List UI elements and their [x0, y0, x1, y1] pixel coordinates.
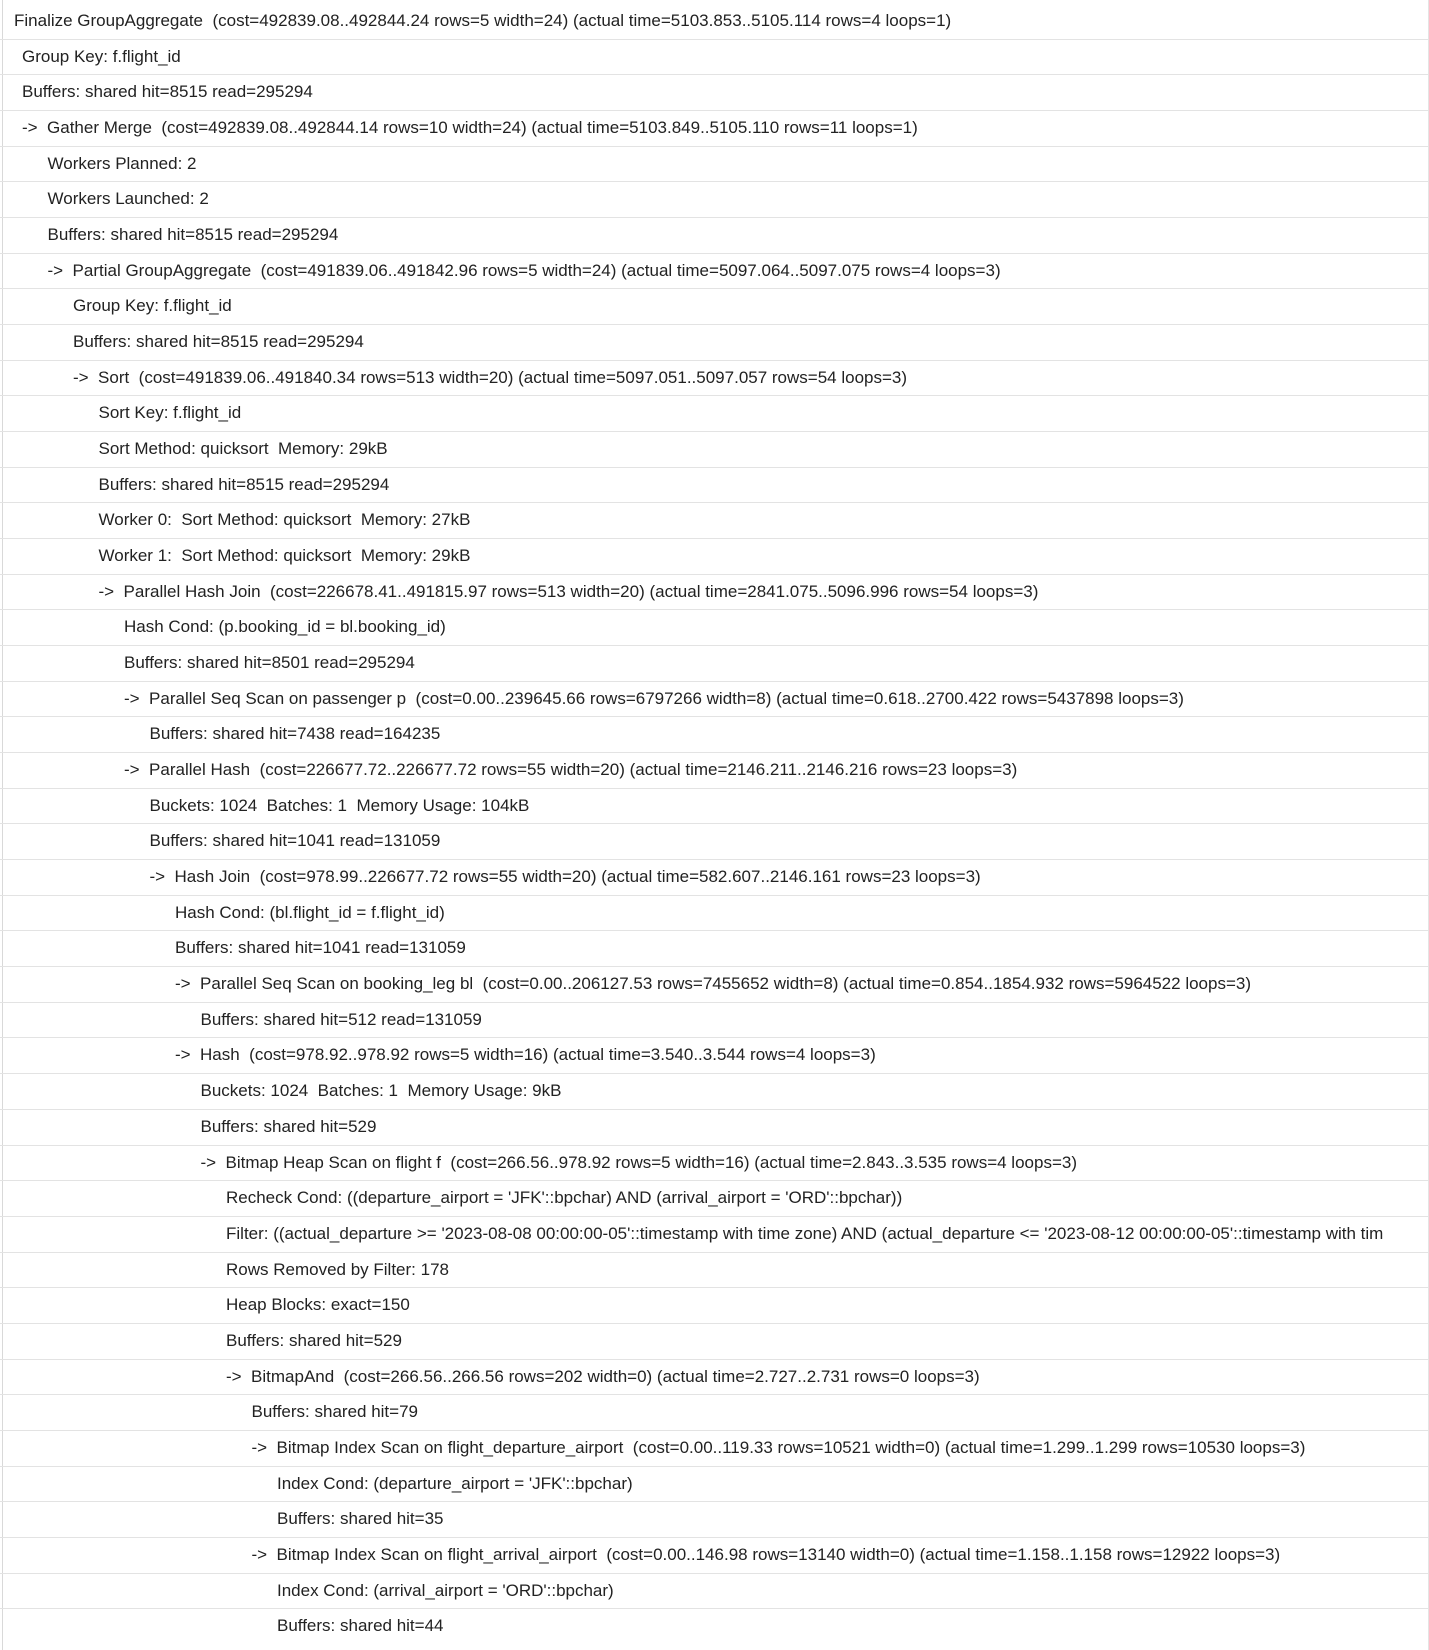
- plan-row[interactable]: [0, 1146, 1429, 1182]
- plan-row-text: Heap Blocks: exact=150: [226, 1295, 410, 1315]
- plan-row-text: Buffers: shared hit=8515 read=295294: [22, 82, 313, 102]
- plan-row-text: Finalize GroupAggregate (cost=492839.08..492844.24 rows=5 width=24) (actual time=5103.853..5105.114 rows=4 loops=1): [14, 11, 952, 30]
- plan-row[interactable]: [0, 717, 1429, 753]
- plan-row-text: Hash Cond: (bl.flight_id = f.flight_id): [175, 902, 445, 922]
- plan-row-text: -> Hash Join (cost=978.99..226677.72 rows=55 width=20) (actual time=582.607..2146.161 rows=23 loops=3): [149, 867, 981, 887]
- plan-row-text: -> Parallel Seq Scan on booking_leg bl (cost=0.00..206127.53 rows=7455652 width=8) (actual time=0.854..1854.932 rows=5964522 loops=3): [175, 974, 1251, 994]
- plan-row[interactable]: [0, 1467, 1429, 1503]
- plan-row-text: -> Partial GroupAggregate (cost=491839.06..491842.96 rows=5 width=24) (actual time=5097.064..5097.075 rows=4 loops=3): [47, 260, 1001, 280]
- plan-row[interactable]: [0, 1003, 1429, 1039]
- plan-row-text: Buffers: shared hit=79: [251, 1402, 418, 1422]
- plan-row-text: Workers Launched: 2: [47, 189, 209, 209]
- plan-row-text: Buffers: shared hit=8515 read=295294: [98, 474, 390, 494]
- plan-row[interactable]: [0, 789, 1429, 825]
- plan-row[interactable]: [0, 682, 1429, 718]
- plan-row[interactable]: [0, 860, 1429, 896]
- plan-row-text: Rows Removed by Filter: 178: [226, 1259, 449, 1279]
- plan-row[interactable]: [0, 182, 1429, 218]
- plan-row[interactable]: [0, 1574, 1429, 1610]
- plan-row-text: Buffers: shared hit=529: [226, 1330, 402, 1350]
- plan-row-text: Recheck Cond: ((departure_airport = 'JFK'::bpchar) AND (arrival_airport = 'ORD'::bpchar)): [226, 1188, 903, 1208]
- plan-row[interactable]: [0, 218, 1429, 254]
- plan-row-text: Group Key: f.flight_id: [22, 46, 181, 66]
- plan-row-text: -> Bitmap Index Scan on flight_arrival_airport (cost=0.00..146.98 rows=13140 width=0) (actual time=1.158..1.158 rows=12922 loops=3): [251, 1544, 1281, 1564]
- plan-row-text: Buffers: shared hit=8515 read=295294: [47, 225, 339, 245]
- plan-row-text: Buffers: shared hit=512 read=131059: [200, 1009, 482, 1029]
- plan-row[interactable]: [0, 896, 1429, 932]
- plan-row-text: Buffers: shared hit=44: [277, 1616, 444, 1636]
- plan-row[interactable]: [0, 646, 1429, 682]
- plan-row[interactable]: [0, 575, 1429, 611]
- plan-row[interactable]: [0, 1181, 1429, 1217]
- plan-row-text: Buckets: 1024 Batches: 1 Memory Usage: 9kB: [200, 1081, 562, 1101]
- plan-row-text: Buffers: shared hit=8515 read=295294: [73, 332, 364, 352]
- plan-row-text: -> Parallel Seq Scan on passenger p (cost=0.00..239645.66 rows=6797266 width=8) (actual time=0.618..2700.422 rows=5437898 loops=3): [124, 688, 1184, 708]
- plan-row-text: Buffers: shared hit=8501 read=295294: [124, 653, 415, 673]
- plan-row-text: Hash Cond: (p.booking_id = bl.booking_id): [124, 617, 446, 637]
- plan-row-text: Buffers: shared hit=7438 read=164235: [149, 724, 441, 744]
- plan-row[interactable]: [0, 1609, 1429, 1644]
- plan-row-text: Sort Method: quicksort Memory: 29kB: [98, 439, 388, 459]
- plan-row[interactable]: [0, 361, 1429, 397]
- plan-row[interactable]: [0, 1395, 1429, 1431]
- plan-row[interactable]: [0, 254, 1429, 290]
- plan-row[interactable]: [0, 1360, 1429, 1396]
- plan-row[interactable]: [0, 539, 1429, 575]
- plan-row[interactable]: [0, 111, 1429, 147]
- plan-row-text: Buffers: shared hit=35: [277, 1509, 444, 1529]
- plan-row[interactable]: [0, 931, 1429, 967]
- plan-row[interactable]: [0, 967, 1429, 1003]
- plan-row[interactable]: [0, 610, 1429, 646]
- plan-row-text: -> Bitmap Heap Scan on flight f (cost=266.56..978.92 rows=5 width=16) (actual time=2.843..3.535 rows=4 loops=3): [200, 1152, 1077, 1172]
- plan-row[interactable]: [0, 1110, 1429, 1146]
- plan-row[interactable]: [0, 432, 1429, 468]
- plan-row[interactable]: [0, 1538, 1429, 1574]
- plan-row[interactable]: [0, 289, 1429, 325]
- plan-row-text: Worker 0: Sort Method: quicksort Memory: 27kB: [98, 510, 471, 530]
- plan-row[interactable]: [0, 1502, 1429, 1538]
- plan-row[interactable]: [0, 1074, 1429, 1110]
- plan-row-text: -> BitmapAnd (cost=266.56..266.56 rows=202 width=0) (actual time=2.727..2.731 rows=0 loops=3): [226, 1366, 980, 1386]
- plan-row-text: -> Parallel Hash Join (cost=226678.41..491815.97 rows=513 width=20) (actual time=2841.075..5096.996 rows=54 loops=3): [98, 581, 1039, 601]
- plan-row[interactable]: [0, 1324, 1429, 1360]
- plan-row-text: -> Bitmap Index Scan on flight_departure_airport (cost=0.00..119.33 rows=10521 width=0) (actual time=1.299..1.299 rows=10530 loops=3): [251, 1437, 1306, 1457]
- plan-row[interactable]: [0, 4, 1429, 40]
- query-plan-grid: [0, 4, 1429, 1644]
- plan-row[interactable]: [0, 1288, 1429, 1324]
- plan-row-text: -> Hash (cost=978.92..978.92 rows=5 width=16) (actual time=3.540..3.544 rows=4 loops=3): [175, 1045, 876, 1065]
- plan-row-text: Filter: ((actual_departure >= '2023-08-08 00:00:00-05'::timestamp with time zone) AND (actual_departure <= '2023-08-12 00:00:00-05'::timestamp with tim: [226, 1223, 1384, 1243]
- plan-row-text: Index Cond: (arrival_airport = 'ORD'::bpchar): [277, 1580, 614, 1600]
- plan-row-text: Group Key: f.flight_id: [73, 296, 232, 316]
- plan-row-text: Buffers: shared hit=1041 read=131059: [149, 831, 441, 851]
- plan-row[interactable]: [0, 468, 1429, 504]
- plan-row[interactable]: [0, 503, 1429, 539]
- plan-row[interactable]: [0, 753, 1429, 789]
- plan-row[interactable]: [0, 396, 1429, 432]
- plan-row-text: Index Cond: (departure_airport = 'JFK'::bpchar): [277, 1473, 633, 1493]
- plan-row-text: -> Parallel Hash (cost=226677.72..226677.72 rows=55 width=20) (actual time=2146.211..2146.216 rows=23 loops=3): [124, 760, 1018, 780]
- plan-row[interactable]: [0, 325, 1429, 361]
- plan-row[interactable]: [0, 1217, 1429, 1253]
- plan-row-text: Buffers: shared hit=1041 read=131059: [175, 938, 466, 958]
- plan-row[interactable]: [0, 1253, 1429, 1289]
- plan-row[interactable]: [0, 1038, 1429, 1074]
- plan-row-text: -> Gather Merge (cost=492839.08..492844.14 rows=10 width=24) (actual time=5103.849..5105.110 rows=11 loops=1): [22, 118, 918, 138]
- plan-row[interactable]: [0, 75, 1429, 111]
- plan-row[interactable]: [0, 147, 1429, 183]
- plan-row[interactable]: [0, 40, 1429, 76]
- plan-row-text: Buffers: shared hit=529: [200, 1116, 377, 1136]
- plan-row-text: Worker 1: Sort Method: quicksort Memory: 29kB: [98, 546, 471, 566]
- plan-row-text: Sort Key: f.flight_id: [98, 403, 242, 423]
- plan-row-text: -> Sort (cost=491839.06..491840.34 rows=513 width=20) (actual time=5097.051..5097.057 rows=54 loops=3): [73, 367, 908, 387]
- plan-row[interactable]: [0, 1431, 1429, 1467]
- plan-row[interactable]: [0, 824, 1429, 860]
- plan-row-text: Workers Planned: 2: [47, 153, 197, 173]
- plan-row-text: Buckets: 1024 Batches: 1 Memory Usage: 104kB: [149, 795, 530, 815]
